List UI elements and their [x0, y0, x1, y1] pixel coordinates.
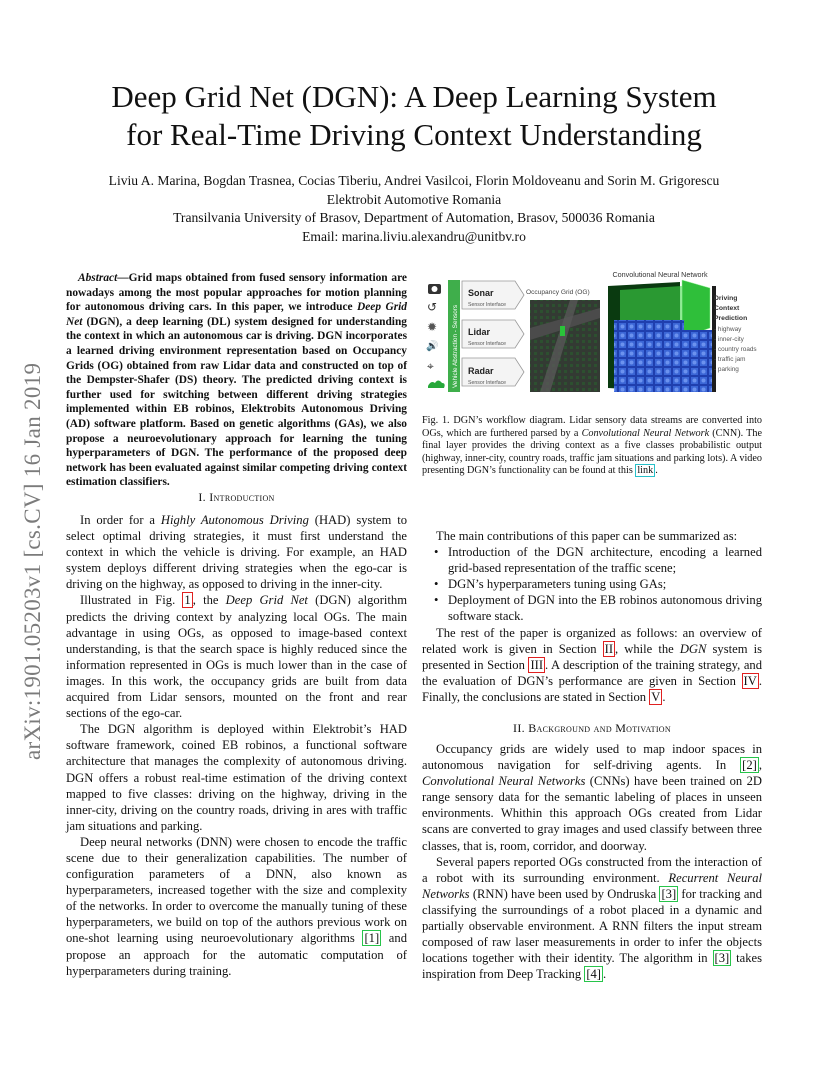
citation-link[interactable]: [3]: [714, 951, 730, 966]
figure-1-diagram: [420, 268, 772, 406]
background-body: [422, 741, 762, 982]
intro-paragraph-2: Illustrated in Fig. 1 , the Deep Grid Net (DGN) algorithm predicts the driving context by analyzing local OGs. The main advantage in using OGs, as opposed to image-based context understanding, is that the search space is highly reduced since the information represented in OGs is much lower than in the case of images. In this work, the occupancy grids are built from data acquired from Lidar sensors, mounted on the front and rear sections of the ego-car.: [66, 593, 407, 721]
abstract-heading: Abstract: [78, 272, 118, 284]
contribution-item: • Introduction of the DGN architecture, encoding a learned grid-based representation of the traffic scene;: [436, 544, 762, 576]
background-paragraph-2: Several papers reported OGs constructed from the interaction of a robot with its surrounding environment. Recurrent Neural Networks (RNN) have been used by Ondruska [3] for tracking and classifying the surroundings of a robot placed in a dynamic and partially observable environment. A RNN filters the input stream composed of raw laser measurements in order to infer the objects locations together with their identity. The algorithm in [3] takes inspiration from Deep Tracking [4] .: [422, 854, 762, 982]
lidar-burst-icon: ✹: [427, 320, 438, 334]
contributions-body: [422, 528, 762, 705]
sensor-icons: [426, 284, 445, 388]
authors: Liviu A. Marina, Bogdan Trasnea, Cocias Tiberiu, Andrei Vasilcoi, Florin Moldoveanu and Sorin M. Grigorescu: [108, 173, 720, 188]
affiliation-university: Transilvania University of Brasov, Department of Automation, Brasov, 500036 Romania: [173, 210, 655, 225]
sensor-sonar-box: [462, 281, 524, 309]
section-heading-background: [422, 721, 762, 736]
contributions-lead: The main contributions of this paper can be summarized as:: [436, 529, 738, 543]
sensor-lidar-box: [462, 320, 524, 348]
paper-title: [40, 78, 788, 154]
section-ref-link[interactable]: V: [651, 689, 661, 704]
abstract: [66, 271, 407, 490]
sensor-sub: Sensor Interface: [468, 380, 507, 386]
vehicle-abstraction-label: Vehicle Abstraction - Sensors: [452, 304, 459, 388]
cnn-feature-maps: [608, 280, 716, 392]
sensor-name: Sonar: [468, 288, 494, 298]
arxiv-identifier: arXiv:1901.05203v1 [cs.CV] 16 Jan 2019: [20, 362, 45, 760]
workflow-diagram: [420, 268, 772, 406]
affiliation-company: Elektrobit Automotive Romania: [326, 191, 502, 207]
prediction-title: Prediction: [714, 315, 748, 322]
class-label: - country roads: [714, 346, 757, 353]
citation-link[interactable]: [2]: [742, 758, 757, 773]
author-email: Email: marina.liviu.alexandru@unitbv.ro: [302, 228, 526, 244]
sensor-name: Radar: [468, 366, 494, 376]
citation-link[interactable]: [4]: [586, 967, 601, 982]
intro-paragraph-1: In order for a Highly Autonomous Driving (HAD) system to select optimal driving strategies, it must first understand the context in which the vehicle is driving. For example, an HAD system deploys different driving strategies when the ego-car is driving on the highway, as opposed to driving in the inner-city.: [66, 513, 407, 592]
class-label: - traffic jam: [714, 356, 746, 363]
prediction-title: Driving: [714, 295, 738, 302]
class-label: - parking: [714, 366, 739, 373]
radar-wave-icon: 🔊: [426, 341, 439, 352]
cloud-icon: [428, 381, 445, 389]
section-ref-link[interactable]: IV: [743, 673, 757, 688]
section-heading-introduction: [66, 490, 407, 505]
introduction-body: [66, 512, 407, 979]
contribution-item: • Deployment of DGN into the EB robinos autonomous driving software stack.: [436, 592, 762, 624]
occupancy-grid-image: [530, 300, 600, 392]
title-line-2: for Real-Time Driving Context Understanding: [126, 117, 702, 152]
driving-context-prediction: [714, 295, 757, 373]
paper-organization-paragraph: The rest of the paper is organized as follows: an overview of related work is given in Section II , while the DGN system is presented in Section III . A description of the training strategy, and the evaluation of DGN’s performance are given in Section IV . Finally, the conclusions are stated in Section V .: [422, 625, 762, 704]
section-ref-link[interactable]: III: [530, 657, 544, 672]
contribution-item: • DGN’s hyperparameters tuning using GAs;: [436, 576, 762, 592]
class-label: - inner-city: [714, 336, 744, 343]
prediction-title: Context: [714, 305, 740, 312]
section-title: Introduction: [209, 490, 275, 504]
figure-1-caption: Fig. 1. DGN’s workflow diagram. Lidar sensory data streams are converted into OGs, which are furthered parsed by a Convolutional Neural Network (CNN). The final layer provides the driving context as a five classes probabilistic output (highway, inner-city, country roads, traffic jam situations and parking lots). A video presenting DGN’s functionality can be found at this link .: [422, 415, 762, 477]
abstract-text-2: (DGN), a deep learning (DL) system designed for understanding the context in which an autonomous car is driving. DGN incorporates a learned driving environment representation based on Occupancy Grids (OG) obtained from raw Lidar data and constructed on top of the Dempster-Shafer (DS) theory. The predicted driving context is further used for switching between different driving strategies implemented within EB robinos, Elektrobits Autonomous Driving (AD) software platform. Based on genetic algorithms (GAs), we also propose a neuroevolutionary approach for learning the tuning hyperparameters of DGN. The performance of the proposed deep network has been evaluated against similar competing driving context estimation classifiers.: [66, 315, 407, 489]
author-block: [40, 172, 788, 246]
section-title: Background and Motivation: [528, 721, 671, 735]
occupancy-grid-label: Occupancy Grid (OG): [526, 289, 590, 296]
intro-paragraph-3: The DGN algorithm is deployed within Elektrobit’s HAD software framework, coined EB robinos, a functional software architecture that manages the complexity of autonomous driving. DGN offers a robust real-time estimation of the driving context mapped to five classes: driving on the highway, driving in the inner-city, driving on the country roads, driving in ares with traffic jam situations and parking.: [66, 722, 407, 833]
sensor-c-icon: ↺: [427, 300, 438, 314]
figure-ref-link[interactable]: 1: [184, 593, 191, 608]
cnn-label: Convolutional Neural Network: [612, 270, 708, 279]
sensor-radar-box: [462, 358, 524, 386]
sensor-sub: Sensor Interface: [468, 302, 507, 308]
citation-link[interactable]: [1]: [364, 931, 380, 946]
intro-paragraph-4: Deep neural networks (DNN) were chosen to encode the traffic scene due to their generalization capabilities. The number of configuration parameters of a DNN, also known as hyperparameters, increased together with the size and complexity of the networks. In order to overcome the manually tuning of these hyperparameters, we build on top of the authors previous work on one-shot learning using neuroevolutionary algorithms [1] and propose an approach for the automatic computation of hyperparameters during training.: [66, 834, 407, 978]
title-line-1: Deep Grid Net (DGN): A Deep Learning System: [111, 79, 717, 114]
class-label: - highway: [714, 326, 742, 333]
section-number: I.: [198, 490, 210, 504]
section-ref-link[interactable]: II: [604, 641, 614, 656]
abstract-emphasis: Deep Grid Net: [66, 301, 407, 328]
contributions-list: [422, 544, 762, 624]
citation-link[interactable]: [3]: [661, 886, 677, 901]
sensor-name: Lidar: [468, 327, 491, 337]
background-paragraph-1: Occupancy grids are widely used to map indoor spaces in autonomous navigation for self-driving agents. In [2] , Convolutional Neural Networks (CNNs) have been trained on 2D range sensory data for the semantic labeling of places in unseen environments. Whithin this approach OGs created from Lidar scans are converted to gray images and used classify between three classes, that is, room, corridor, and doorway.: [422, 742, 762, 853]
video-link[interactable]: link: [637, 465, 654, 477]
abstract-text-1: —Grid maps obtained from fused sensory information are nowadays among the most popular approaches for motion planning for autonomous driving cars. In this paper, we introduce: [66, 272, 407, 314]
section-number: II.: [513, 721, 529, 735]
map-pin-icon: ⌖: [427, 359, 434, 373]
sensor-sub: Sensor Interface: [468, 341, 507, 347]
